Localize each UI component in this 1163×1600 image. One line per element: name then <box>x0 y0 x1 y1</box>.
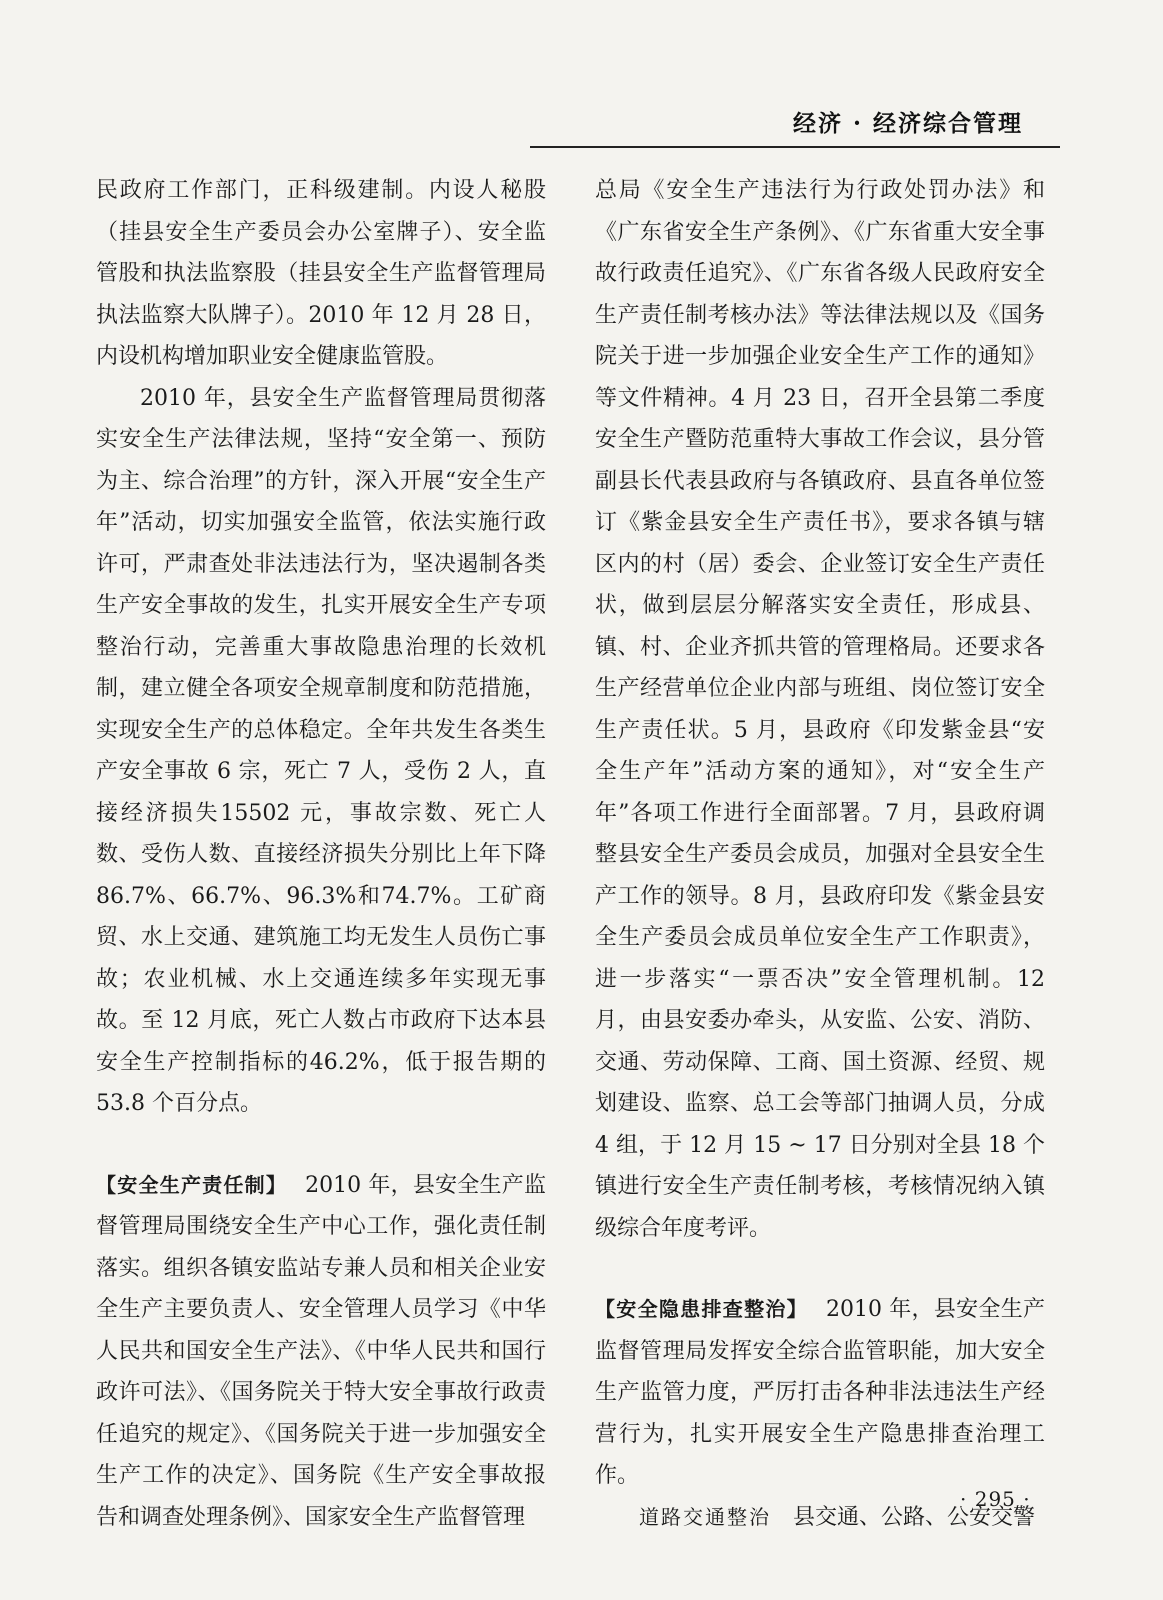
section-title: 【安全生产责任制】 <box>96 1172 288 1197</box>
right-column <box>595 170 1045 1538</box>
left-column <box>96 170 546 1538</box>
header-rule <box>530 146 1060 148</box>
page-number: · 295 · <box>960 1487 1031 1511</box>
section-title: 【安全隐患排查整治】 <box>595 1297 808 1321</box>
running-header: 经济 · 经济综合管理 <box>792 110 1023 137</box>
paragraph-continued: 民政府工作部门，正科级建制。内设人秘股（挂县安全生产委员会办公室牌子）、安全监管股和执法监察股（挂县安全生产监督管理局执法监察大队牌子）。2010 年 12 月 28 日，内设机构增加职业安全健康监管股。 <box>96 178 546 369</box>
subsection-title: 道路交通整治 <box>639 1504 771 1529</box>
subsection-body: 县交通、公路、公安交警 <box>793 1504 1036 1530</box>
paragraph-continued: 总局《安全生产违法行为行政处罚办法》和《广东省安全生产条例》、《广东省重大安全事故行政责任追究》、《广东省各级人民政府安全生产责任制考核办法》等法律法规以及《国务院关于进一步加强企业安全生产工作的通知》等文件精神。4 月 23 日，召开全县第二季度安全生产暨防范重特大事故工作会议，县分管副县长代表县政府与各镇政府、县直各单位签订《紫金县安全生产责任书》，要求各镇与辖区内的村（居）委会、企业签订安全生产责任状，做到层层分解落实安全责任，形成县、镇、村、企业齐抓共管的管理格局。还要求各生产经营单位企业内部与班组、岗位签订安全生产责任状。5 月，县政府《印发紫金县“安全生产年”活动方案的通知》，对“安全生产年”各项工作进行全面部署。7 月，县政府调整县安全生产委员会成员，加强对全县安全生产工作的领导。8 月，县政府印发《紫金县安全生产委员会成员单位安全生产工作职责》，进一步落实“一票否决”安全管理机制。12 月，由县安委办牵头，从安监、公安、消防、交通、劳动保障、工商、国土资源、经贸、规划建设、监察、总工会等部门抽调人员，分成 4 组，于 12 月 15 ~ 17 日分别对全县 18 个镇进行安全生产责任制考核，考核情况纳入镇级综合年度考评。 <box>595 178 1045 1241</box>
section-body: 2010 年，县安全生产监督管理局发挥安全综合监管职能，加大安全生产监管力度，严厉打击各种非法违法生产经营行为，扎实开展安全生产隐患排查治理工作。 <box>595 1297 1046 1488</box>
section-body: 2010 年，县安全生产监督管理局围绕安全生产中心工作，强化责任制落实。组织各镇安监站专兼人员和相关企业安全生产主要负责人、安全管理人员学习《中华人民共和国安全生产法》、《中华人民共和国行政许可法》、《国务院关于特大安全事故行政责任追究的规定》、《国务院关于进一步加强安全生产工作的决定》、国务院《生产安全事故报告和调查处理条例》、国家安全生产监督管理 <box>96 1172 547 1530</box>
paragraph-summary: 2010 年，县安全生产监督管理局贯彻落实安全生产法律法规，坚持“安全第一、预防为主、综合治理”的方针，深入开展“安全生产年”活动，切实加强安全监管，依法实施行政许可，严肃查处非法违法行为，坚决遏制各类生产安全事故的发生，扎实开展安全生产专项整治行动，完善重大事故隐患治理的长效机制，建立健全各项安全规章制度和防范措施，实现安全生产的总体稳定。全年共发生各类生产安全事故 6 宗，死亡 7 人，受伤 2 人，直接经济损失15502 元，事故宗数、死亡人数、受伤人数、直接经济损失分别比上年下降 86.7%、66.7%、96.3%和74.7%。工矿商贸、水上交通、建筑施工均无发生人员伤亡事故；农业机械、水上交通连续多年实现无事故。至 12 月底，死亡人数占市政府下达本县安全生产控制指标的46.2%，低于报告期的 53.8 个百分点。 <box>96 385 546 1116</box>
section-safety-responsibility <box>96 1165 546 1539</box>
section-hazard-inspection <box>595 1289 1045 1497</box>
